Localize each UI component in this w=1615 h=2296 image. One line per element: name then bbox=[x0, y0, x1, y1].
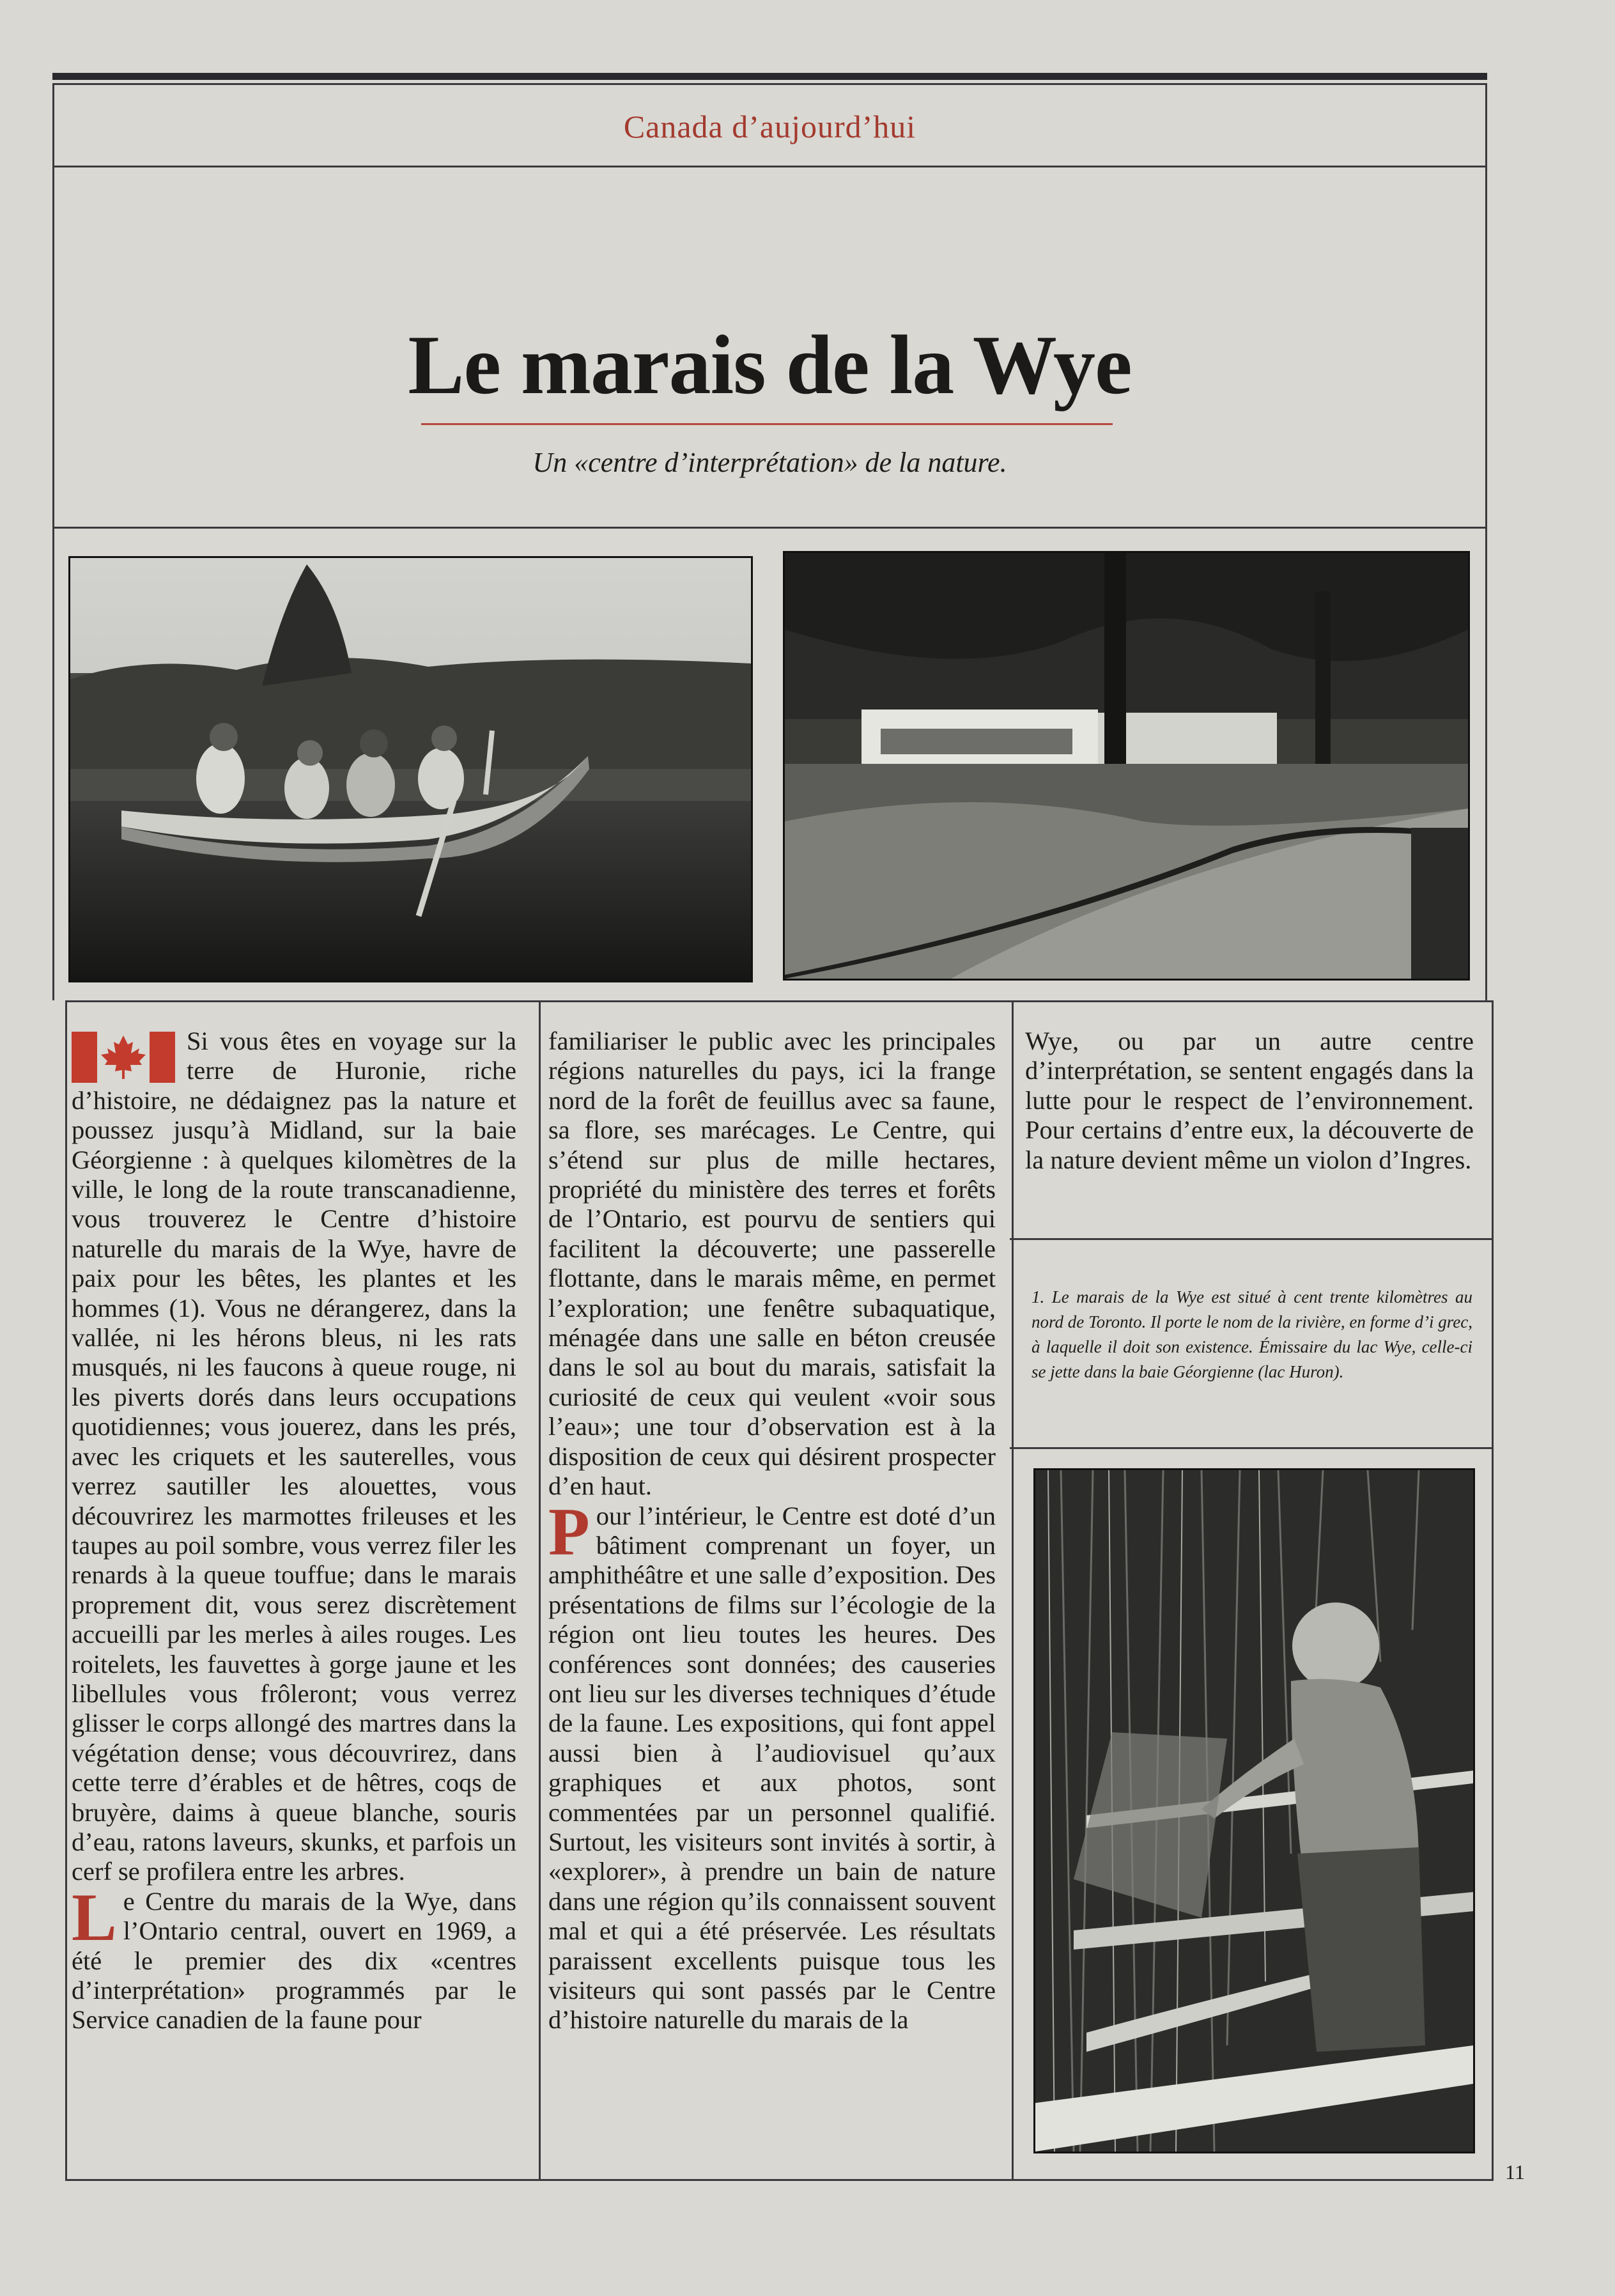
paragraph-familiariser: familiariser le public avec les principales régions naturelles du pays, ici la frange nord de la forêt de feuillus avec sa faune, sa flore, ses marécages. Le Centre, qui s’étend sur plus de mille hectares, propriété du ministère des terres et forêts de l’Ontario, est pourvu de sentiers qui facilitent la découverte; une passerelle flottante, dans le marais même, en permet l’exploration; une fenêtre subaquatique, ménagée dans une salle en béton creusée dans le sol au bout du marais, satisfait la curiosité de ceux qui veulent «voir sous l’eau»; une tour d’observation est à la disposition de ceux qui désirent prospecter d’en haut. bbox=[548, 1027, 996, 1501]
column-2 bbox=[548, 1027, 996, 2035]
photo-building bbox=[783, 551, 1470, 981]
column-3 bbox=[1025, 1027, 1474, 1175]
canoe-photo-image bbox=[70, 558, 751, 981]
paragraph-intro: Si vous êtes en voyage sur la terre de Huronie, riche d’histoire, ne dédaignez pas la nature et poussez jusqu’à Midland, sur la baie Géorgienne : à quelques kilomètres de la ville, le long de la route transcanadienne, vous trouverez le Centre d’histoire naturelle du marais de la Wye, havre de paix pour les bêtes, les plantes et les hommes (1). Vous ne dérangerez, dans la vallée, ni les hérons bleus, ni les rats musqués, ni les faucons à queue rouge, ni les piverts dorés dans leurs occupations quotidiennes; vous jouerez, dans les prés, avec les criquets et les sauterelles, vous verrez sautiller les alouettes, vous découvrirez les marmottes frileuses et les taupes au poil sombre, vous verrez filer les renards à la queue touffue; dans le marais proprement dit, vous serez discrètement accueilli par les merles à ailes rouges. Les roitelets, les fauvettes à gorge jaune et les libellules vous frôleront; vous verrez glisser le corps allongé des martres dans la végétation dense; vous découvrirez, dans cette terre d’érables et de hêtres, coqs de bruyère, daims à queue blanche, souris d’eau, ratons laveurs, skunks, et parfois un cerf se profilera entre les arbres. bbox=[72, 1027, 516, 1886]
building-photo-image bbox=[785, 553, 1468, 979]
article-title: Le marais de la Wye bbox=[408, 318, 1132, 412]
maple-leaf-icon bbox=[100, 1034, 147, 1080]
paragraph-conclusion: Wye, ou par un autre centre d’interprétation, se sentent engagés dans la lutte pour le respect de l’environnement. Pour certains d’entre eux, la découverte de la nature devient même un violon d’Ingres. bbox=[1025, 1027, 1474, 1174]
section-header bbox=[52, 83, 1487, 167]
dropcap-l: L bbox=[72, 1879, 117, 1955]
paragraph-centre bbox=[72, 1879, 516, 2035]
page-number: 11 bbox=[1505, 2160, 1525, 2184]
paragraph-centre-text: e Centre du marais de la Wye, dans l’Ontario central, ouvert en 1969, a été le premier des dix «centres d’interprétation» programmés par le Service canadien de la faune pour bbox=[72, 1886, 516, 2035]
column-divider-2 bbox=[1012, 1002, 1014, 2179]
title-underline bbox=[421, 423, 1113, 425]
paragraph-interieur-text: our l’intérieur, le Centre est doté d’un bâtiment comprenant un foyer, un amphithéâtre et une salle d’exposition. Des présentations de films sur l’écologie de la région ont lieu toutes les heures. Des conférences sont données; des causeries ont lieu sur les diverses techniques d’étude de la faune. Les expositions, qui font appel aussi bien à l’audiovisuel qu’aux graphiques et aux photos, sont commentées par un personnel qualifié. Surtout, les visiteurs sont invités à sortir, à «explorer», à prendre un bain de nature dans une région qu’ils connaissent souvent mal et qui a été préservée. Les résultats paraissent excellents puisque tous les visiteurs qui sont passés par le Centre d’histoire naturelle du marais de la bbox=[548, 1501, 996, 2035]
title-block bbox=[52, 167, 1487, 529]
footnote-text: 1. Le marais de la Wye est situé à cent trente kilomètres au nord de Toronto. Il porte le nom de la rivière, en forme d’i grec, à laquelle il doit son existence. Émissaire du lac Wye, celle-ci se jette dans la baie Géorgienne (lac Huron). bbox=[1032, 1287, 1472, 1381]
dropcap-p: P bbox=[548, 1494, 590, 1569]
column-1 bbox=[72, 1027, 516, 2035]
section-kicker: Canada d’aujourd’hui bbox=[623, 109, 916, 144]
column-divider-1 bbox=[539, 1002, 541, 2179]
footnote-box bbox=[1010, 1238, 1494, 1449]
article-subtitle: Un «centre d’interprétation» de la nature. bbox=[532, 447, 1007, 478]
canadian-flag-icon bbox=[72, 1032, 175, 1083]
paragraph-interieur bbox=[548, 1494, 996, 2035]
child-photo-image bbox=[1035, 1470, 1473, 2152]
photo-canoe bbox=[68, 556, 753, 982]
photo-child bbox=[1033, 1468, 1475, 2153]
top-rule bbox=[52, 73, 1487, 80]
